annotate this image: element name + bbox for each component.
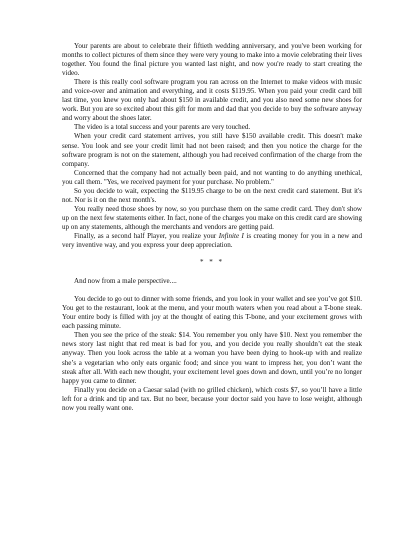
paragraph-success: The video is a total success and your parents are very touched. [74, 123, 251, 132]
paragraph-software: There is this really cool software program you ran across on the Internet to make videos with music and voice-over and animation and everything, and it costs $119.95. When you paid your credit card bill last time, you knew you only had about $150 in available credit, and you also need some new shoes for work. But you are so excited about this gift for mom and dad that you decide to buy the software anyway and worry about the shoes later. [62, 78, 362, 123]
paragraph-steak-price: Then you see the price of the steak: $14. You remember you only have $10. Next you remember the news story last night that red meat is bad for you, and you decide you really shouldn’t eat the steak anyway. Then you look across the table at a woman you have been dying to hook-up with and realize she’s a vegetarian who only eats organic food; and since you want to impress her, you don’t want the steak after all. With each new thought, your excitement level goes down and down, until you’re no longer happy you came to dinner. [62, 331, 362, 385]
infinite-i-italic: Infinite I [218, 231, 244, 240]
paragraph-dinner: You decide to go out to dinner with some friends, and you look in your wallet and see you’ve got $10. You get to the restaurant, look at the menu, and your mouth waters when you read about a T-bone steak. Your entire body is filled with joy at the thought of eating this T-bone, and your excitement grows with each passing minute. [62, 295, 362, 331]
paragraph-statement: When your credit card statement arrives, you still have $150 available credit. This doesn't make sense. You look and see your credit limit had not been raised; and then you notice the charge for the software program is not on the statement, although you had received confirmation of the charge from the company. [62, 132, 362, 168]
paragraph-anniversary: Your parents are about to celebrate their fiftieth wedding anniversary, and you've been working for months to collect pictures of them since they were very young to make into a movie celebrating their lives together. You found the final picture you wanted last night, and now you're ready to start creating the video. [62, 42, 362, 78]
paragraph-wait: So you decide to wait, expecting the $119.95 charge to be on the next credit card statement. But it's not. Nor is it on the next month's. [62, 186, 362, 204]
finally-text-after: is creating money for you in a new and very inventive way, and you express your deep appreciation. [62, 231, 362, 250]
paragraph-shoes: You really need those shoes by now, so you purchase them on the same credit card. They don't show up on the next few statements either. In fact, none of the charges you make on this credit card are showing up on any statements, although the merchants and vendors are getting paid. [62, 204, 362, 231]
section-separator: * * * [199, 258, 225, 267]
paragraph-finally-infinite [62, 232, 362, 250]
paragraph-male-intro: And now from a male perspective.... [74, 277, 177, 286]
document-page [62, 42, 362, 413]
paragraph-call-company: Concerned that the company had not actually been paid, and not wanting to do anything unethical, you call them. "Yes, we received payment for your purchase. No problem." [62, 168, 362, 186]
finally-text-before: Finally, as a second half Player, you realize your [74, 231, 219, 240]
paragraph-caesar-salad: Finally you decide on a Caesar salad (with no grilled chicken), which costs $7, so you’ll have a little left for a drink and tip and tax. But no beer, because your doctor said you have to lose weight, although now you really want one. [62, 385, 362, 412]
